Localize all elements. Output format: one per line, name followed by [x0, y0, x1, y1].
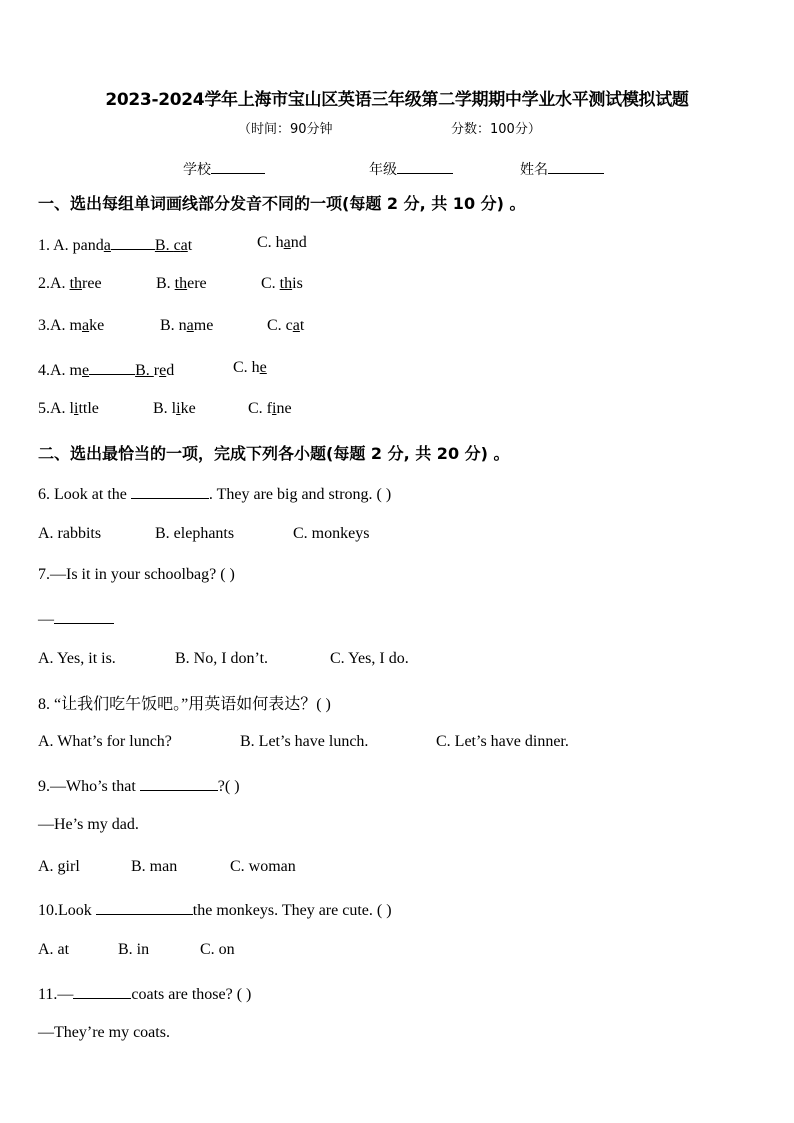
question-8-stem: 8. “让我们吃午饭吧。”用英语如何表达？( ): [38, 696, 331, 713]
question-9-stem: 9.—Who’s that ?( ): [38, 775, 240, 796]
question-7-stem: 7.—Is it in your schoolbag? ( ): [38, 566, 235, 583]
option-a[interactable]: A. at: [38, 941, 70, 958]
grade-field[interactable]: 年级: [369, 159, 453, 179]
option-a[interactable]: A. girl: [38, 858, 80, 875]
page-title: 2023-2024学年上海市宝山区英语三年级第二学期期中学业水平测试模拟试题: [105, 90, 689, 110]
option-a[interactable]: A. Yes, it is.: [38, 650, 116, 667]
question-11-stem: 11.— coats are those? ( ): [38, 983, 251, 1004]
question-11-answer: —They’re my coats.: [38, 1024, 170, 1041]
question-9-answer: —He’s my dad.: [38, 816, 139, 833]
question-10-stem: 10.Look the monkeys. They are cute. ( ): [38, 899, 392, 920]
time-limit: （时间：90分钟: [238, 122, 333, 137]
school-field[interactable]: 学校: [183, 159, 265, 179]
answer-blank[interactable]: [96, 899, 193, 915]
section-1-heading: 一、选出每组单词画线部分发音不同的一项(每题 2 分, 共 10 分) 。: [38, 194, 526, 213]
option-c[interactable]: C. woman: [230, 858, 296, 875]
option-b[interactable]: B. No, I don’t.: [175, 650, 269, 667]
option-a[interactable]: A. What’s for lunch?: [38, 733, 172, 750]
section-2-heading: 二、选出最恰当的一项，完成下列各小题(每题 2 分, 共 20 分) 。: [38, 444, 510, 463]
option-c[interactable]: C. Yes, I do.: [330, 650, 409, 667]
option-b[interactable]: B. in: [118, 941, 150, 958]
option-b[interactable]: B. man: [131, 858, 178, 875]
answer-blank[interactable]: [131, 483, 209, 499]
answer-blank[interactable]: [140, 775, 218, 791]
total-score: 分数：100分）: [451, 122, 541, 137]
answer-blank[interactable]: [73, 983, 131, 999]
answer-blank[interactable]: [54, 608, 114, 624]
question-4: 4.A. me B. red C. he: [38, 359, 267, 379]
question-7-response: —: [38, 608, 114, 629]
option-b[interactable]: B. Let’s have lunch.: [240, 733, 369, 750]
question-1: 1. A. panda B. cat C. hand: [38, 234, 307, 254]
option-c[interactable]: C. monkeys: [293, 525, 370, 542]
option-a[interactable]: A. rabbits: [38, 525, 102, 542]
name-field[interactable]: 姓名: [520, 159, 604, 179]
option-c[interactable]: C. on: [200, 941, 235, 958]
question-6-stem: 6. Look at the . They are big and strong. ( ): [38, 483, 391, 504]
option-b[interactable]: B. elephants: [155, 525, 235, 542]
exam-page: 2023-2024学年上海市宝山区英语三年级第二学期期中学业水平测试模拟试题 （时间：90分钟 分数：100分） 学校 年级 姓名 一、选出每组单词画线部分发音不同的一项(每题 2 分, 共 10 分) 。 1. A. panda B. cat C. hand 2.A. three B. there C. this 3.A. make B. name C. cat 4.A. me B. red C. he 5.A. little B. like C. fine 二、选出最恰当的一项，完成下列各小题(每题 2 分, 共 20 分) 。 6. Look at the . They are big and strong. ( ) A. rabbits B. elephants C. monkeys 7.—Is it in your schoolbag? ( ) — A. Yes, it is. B. No, I don’t. C. Yes, I do. 8. “让我们吃午饭吧。”用英语如何表达？( ) A. What’s for lunch? B. Let’s have lunch. C. Let’s have dinner. 9.—Who’s that ?( ) —He’s my dad. A. girl B. man C. woman 10.Look the monkeys. They are cute. ( ) A. at B. in C. on 11.— coats are those? ( ) —They’re my coats.: [0, 0, 794, 1123]
option-c[interactable]: C. Let’s have dinner.: [436, 733, 569, 750]
